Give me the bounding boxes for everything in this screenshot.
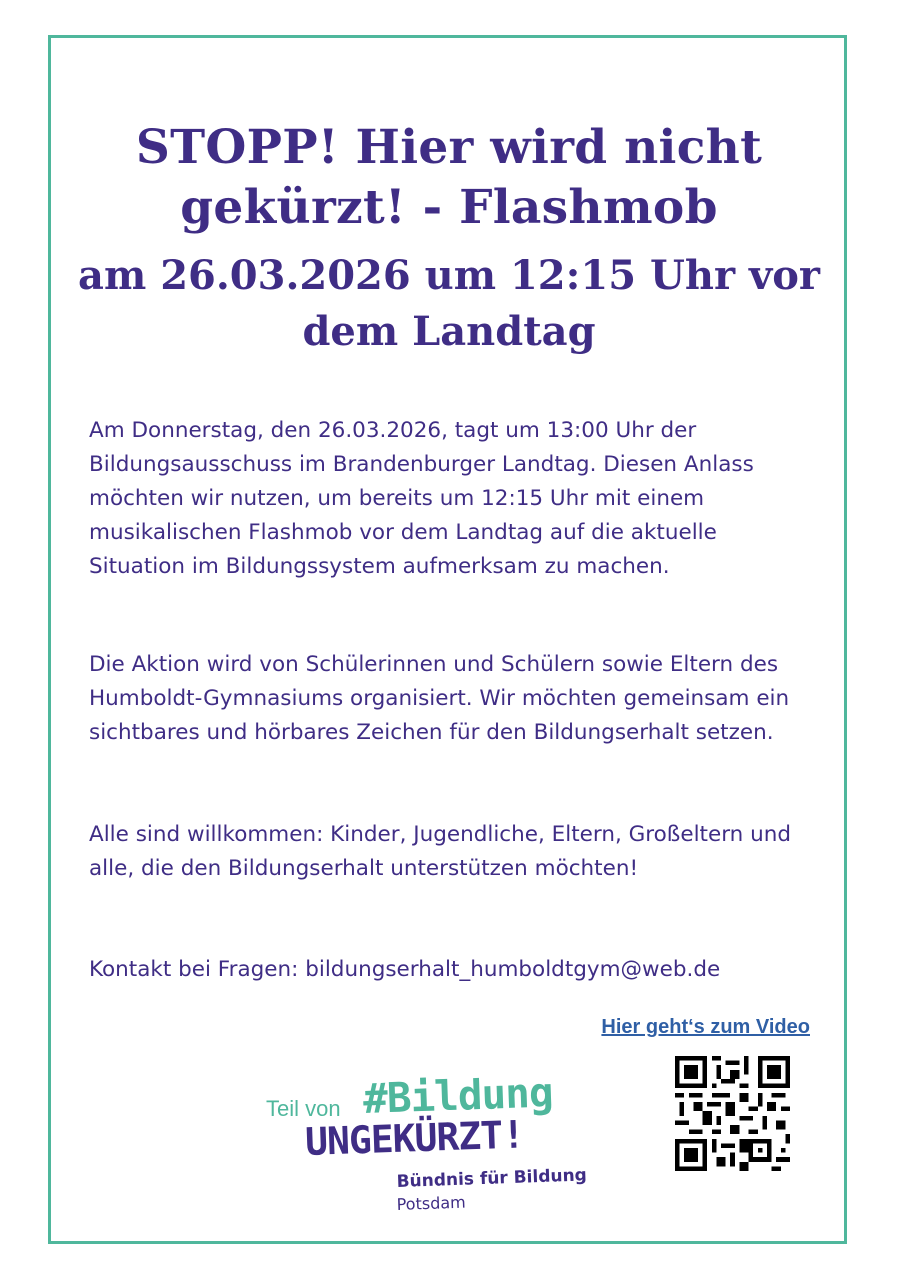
paragraph-organizers: Die Aktion wird von Schülerinnen und Schülern sowie Eltern des Humboldt-Gymnasiums organisiert. Wir möchten gemeinsam ein sichtbares und hörbares Zeichen für den Bildungserhalt setzen.: [89, 652, 790, 745]
logo-org-name: Bündnis für Bildung: [396, 1165, 588, 1192]
video-link[interactable]: Hier geht‘s zum Video: [601, 1016, 810, 1038]
headline: STOPP! Hier wird nicht gekürzt! - Flashmob: [135, 120, 763, 235]
paragraph-welcome: Alle sind willkommen: Kinder, Jugendliche, Eltern, Großeltern und alle, die den Bildungserhalt unterstützen möchten!: [89, 822, 792, 881]
logo-wordmark: UNGEKÜRZT!: [304, 1112, 525, 1164]
paragraph-contact: Kontakt bei Fragen: bildungserhalt_humboldtgym@web.de: [89, 957, 721, 982]
paragraph-event-info: Am Donnerstag, den 26.03.2026, tagt um 13:00 Uhr der Bildungsausschuss im Brandenburger Landtag. Diesen Anlass möchten wir nutzen, um bereits um 12:15 Uhr mit einem musikalischen Flashmob vor dem Landtag auf die aktuelle Situation im Bildungssystem aufmerksam zu machen.: [89, 418, 754, 579]
logo-prefix: Teil von: [266, 1096, 341, 1121]
logo-city: Potsdam: [396, 1192, 466, 1214]
subheadline: am 26.03.2026 um 12:15 Uhr vor dem Landtag: [78, 252, 820, 355]
buendnis-logo: [266, 1070, 606, 1220]
logo-hashtag: #Bildung: [362, 1068, 554, 1123]
qr-code-icon[interactable]: [675, 1056, 790, 1171]
